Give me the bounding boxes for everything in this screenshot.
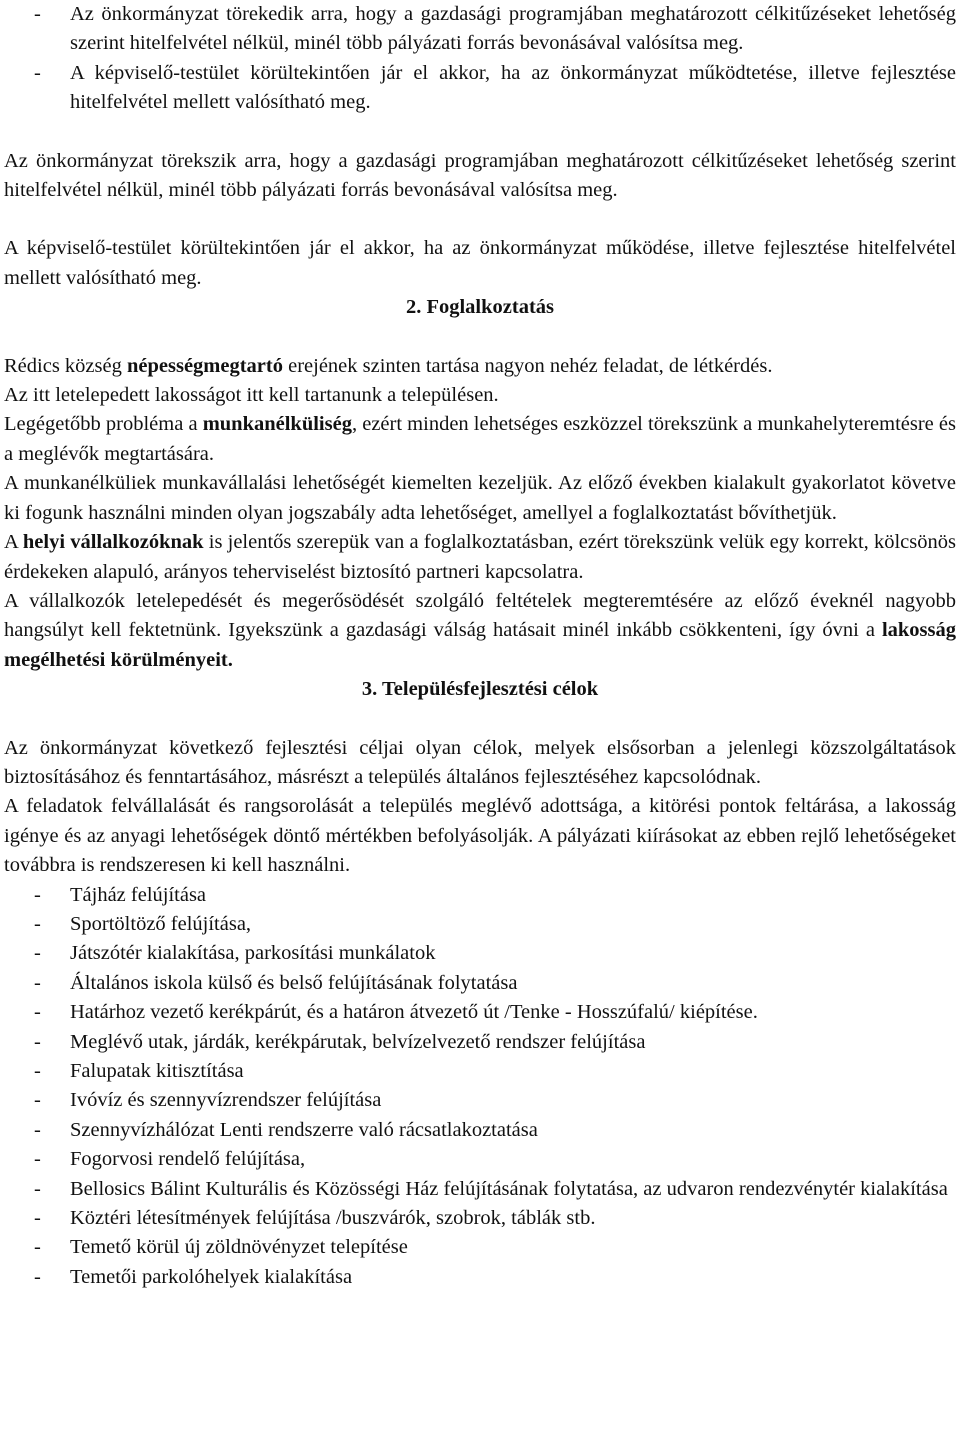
dash-marker: - [34,912,41,935]
list-item [4,1204,956,1233]
list-item [4,59,956,118]
text-run: A vállalkozók letelepedését és megerősödését szolgáló feltételek megteremtésére az előző éveknél nagyobb hangsúlyt kell fektetnünk. Igyekszünk a gazdasági válság hatásait minél inkább csökkenteni, így óvni a [4,589,956,642]
text-run: A [4,531,23,554]
list-item-text: Határhoz vezető kerékpárút, és a határon átvezető út /Tenke - Hosszúfalú/ kiépítése. [70,1001,758,1024]
paragraph-council: A képviselő-testület körültekintően jár el akkor, ha az önkormányzat működése, illetve fejlesztése hitelfelvétel mellett valósítható meg. [4,237,956,289]
intro-bullet-list [4,0,956,118]
dash-marker: - [34,1118,41,1141]
list-item-text: A képviselő-testület körültekintően jár el akkor, ha az önkormányzat működtetése, illetve fejlesztése hitelfelvétel mellett valósítható meg. [70,61,956,114]
list-item [4,1116,956,1145]
list-item [4,910,956,939]
paragraph-population [4,352,956,381]
list-item [4,1263,956,1292]
dash-marker: - [34,1177,41,1200]
paragraph-priorities: A feladatok felvállalását és rangsorolását a település meglévő adottsága, a kitörési pontok feltárása, a lakosság igénye és az anyagi lehetőségek döntő mértékben befolyásolják. A pályázati kiírásokat az ebben rejlő lehetőségeket továbbra is rendszeresen ki kell használni. [4,795,956,877]
paragraph-business-settlement [4,587,956,675]
section-heading-employment: 2. Foglalkoztatás [405,296,555,319]
paragraph-unemployment [4,410,956,469]
list-item [4,939,956,968]
paragraph-residents: Az itt letelepedett lakosságot itt kell tartanunk a településen. [4,384,499,407]
dash-marker: - [34,1089,41,1112]
list-item-text: Tájház felújítása [70,883,207,906]
bold-text: lakosság megélhetési körülményeit. [4,619,956,671]
dash-marker: - [34,1207,41,1230]
list-item [4,1175,956,1204]
text-run: , ezért minden lehetséges eszközzel törekszünk a munkahelyteremtésre és a meglévők megtartására. [4,413,956,465]
dash-marker: - [34,1001,41,1024]
list-item-text: Bellosics Bálint Kulturális és Közösségi Ház felújításának folytatása, az udvaron rendezvénytér kialakítása [70,1177,948,1200]
list-item [4,1233,956,1262]
list-item [4,1145,956,1174]
section-heading-development: 3. Településfejlesztési célok [361,678,599,701]
development-goal-list [4,881,956,1293]
list-item-text: Falupatak kitisztítása [70,1060,244,1082]
list-item-text: Az önkormányzat törekedik arra, hogy a gazdasági programjában meghatározott célkitűzéseket lehetőség szerint hitelfelvétel nélkül, minél több pályázati forrás bevonásával valósítsa meg. [70,3,956,55]
dash-marker: - [34,1030,41,1053]
bold-text: helyi vállalkozóknak [22,531,204,554]
list-item [4,1057,956,1086]
list-item-text: Ivóvíz és szennyvízrendszer felújítása [70,1089,382,1112]
paragraph-financing: Az önkormányzat törekszik arra, hogy a gazdasági programjában meghatározott célkitűzéseket lehetőség szerint hitelfelvétel nélkül, minél több pályázati forrás bevonásával valósítsa meg. [4,149,956,202]
paragraph-job-seekers: A munkanélküliek munkavállalási lehetőségét kiemelten kezeljük. Az előző években kialakult gyakorlatot követve ki fogunk használni minden olyan jogszabály adta lehetőséget, amellyel a foglalkoztatást bővíthetjük. [4,472,956,524]
list-item-text: Szennyvízhálózat Lenti rendszerre való rácsatlakoztatása [70,1118,538,1141]
dash-marker: - [34,1060,41,1082]
bold-text: munkanélküliség [202,413,352,436]
dash-marker: - [34,3,41,25]
dash-marker: - [34,1265,41,1288]
text-run: erejének szinten tartása nagyon nehéz feladat, de létkérdés. [282,354,773,377]
dash-marker: - [34,1148,41,1171]
list-item-text: Játszótér kialakítása, parkosítási munkálatok [70,942,436,965]
paragraph-development-goals: Az önkormányzat következő fejlesztési céljai olyan célok, melyek elsősorban a jelenlegi közszolgáltatások biztosításához és fenntartásához, másrészt a település általános fejlesztéséhez kapcsolódnak. [4,736,956,788]
dash-marker: - [34,883,41,906]
text-run: Legégetőbb probléma a [4,413,203,436]
dash-marker: - [34,61,41,84]
list-item-text: Temetői parkolóhelyek kialakítása [70,1265,353,1288]
list-item [4,881,956,910]
list-item-text: Sportöltöző felújítása, [70,912,252,935]
list-item [4,1086,956,1115]
list-item-text: Temető körül új zöldnövényzet telepítése [70,1236,408,1259]
list-item [4,969,956,998]
list-item-text: Fogorvosi rendelő felújítása, [70,1148,306,1171]
dash-marker: - [34,1236,41,1259]
document-page [4,0,956,1292]
list-item [4,0,956,59]
text-run: Rédics község [4,354,127,377]
list-item-text: Meglévő utak, járdák, kerékpárutak, belvízelvezető rendszer felújítása [70,1030,646,1053]
dash-marker: - [34,971,41,994]
list-item-text: Általános iskola külső és belső felújításának folytatása [70,971,518,994]
text-run: is jelentős szerepük van a foglalkoztatásban, ezért törekszünk velük egy korrekt, kölcsönös érdekeken alapuló, arányos teherviselést biztosító partneri kapcsolatra. [4,531,956,583]
dash-marker: - [34,942,41,965]
paragraph-local-entrepreneurs [4,528,956,587]
list-item [4,998,956,1027]
bold-text: népességmegtartó [126,354,283,377]
list-item [4,1028,956,1057]
list-item-text: Köztéri létesítmények felújítása /buszvárók, szobrok, táblák stb. [70,1207,596,1230]
